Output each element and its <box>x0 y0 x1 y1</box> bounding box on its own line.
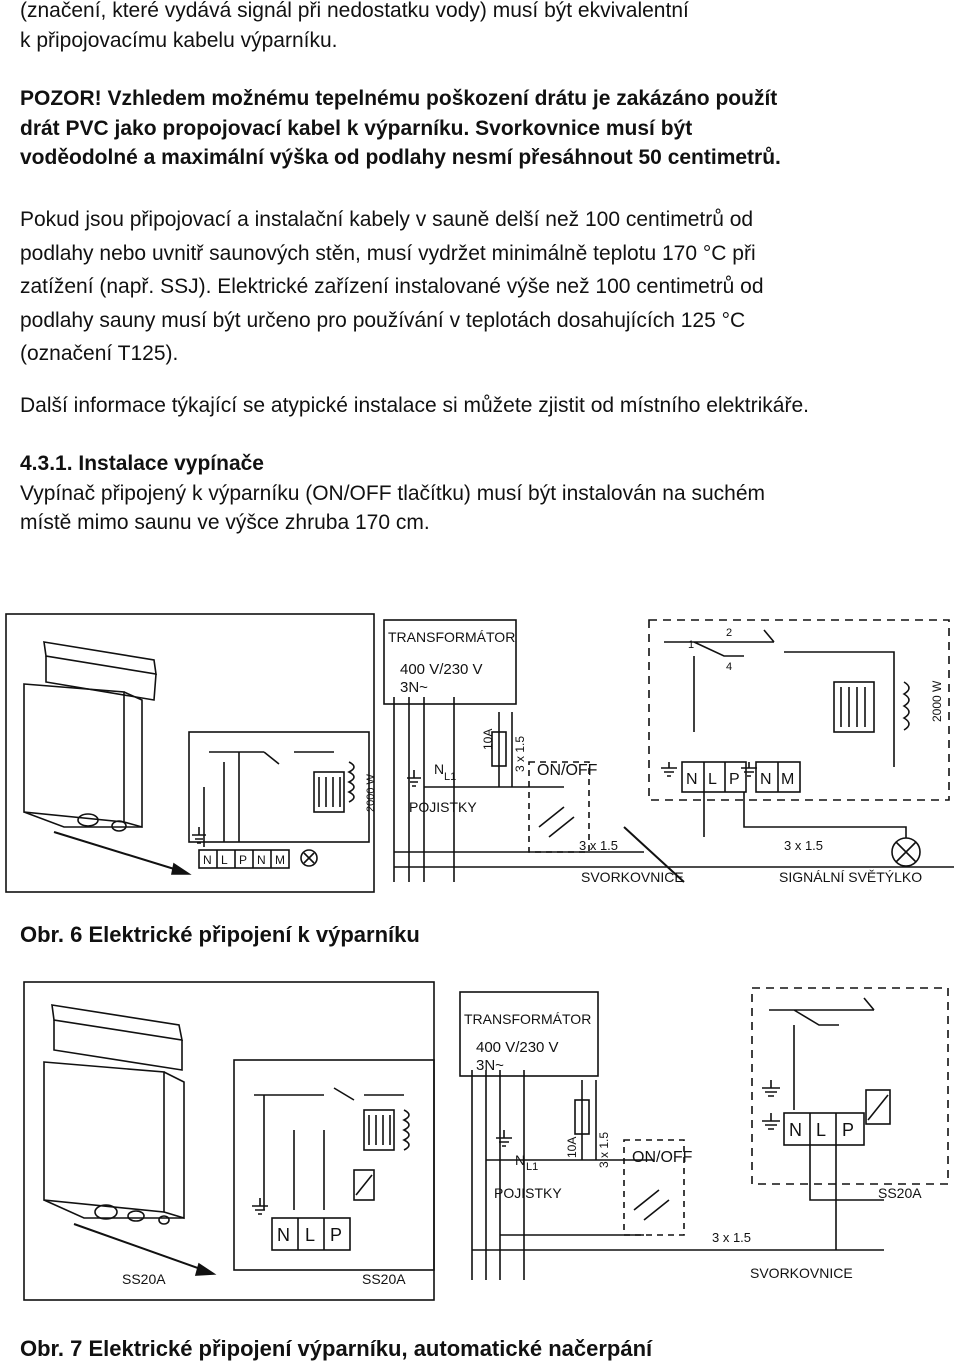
terminal-label: P <box>239 853 248 867</box>
text-line: zatížení (např. SSJ). Elektrické zařízení instalované výše než 100 centimetrů od <box>20 275 764 298</box>
text-line: k připojovacímu kabelu výparníku. <box>20 28 338 52</box>
text-line: POZOR! Vzhledem možnému tepelnému poškození drátu je zakázáno použít <box>20 87 778 110</box>
terminal-label: L <box>305 1225 316 1245</box>
text-line: Vypínač připojený k výparníku (ON/OFF tlačítku) musí být instalován na suchém <box>20 481 766 505</box>
figure-6-caption: Obr. 6 Elektrické připojení k výparníku <box>20 922 420 947</box>
steamer-knob <box>95 1205 117 1219</box>
text-line: voděodolné a maximální výška od podlahy nesmí přesáhnout 50 centimetrů. <box>20 146 781 169</box>
wiring-diagram-svg <box>4 980 956 1305</box>
text-line: (označení T125). <box>20 342 179 365</box>
text-line: podlahy sauny musí být určeno pro používání v teplotách dosahujících 125 °C <box>20 308 746 332</box>
wiring-diagram-svg <box>4 612 956 894</box>
label-cable: 3 x 1.5 <box>597 1131 611 1168</box>
terminal-label: N <box>277 1225 290 1245</box>
label-phase: 3N~ <box>400 679 428 696</box>
label-l1: L1 <box>444 771 457 783</box>
label-power-large: 2000 W <box>930 680 944 722</box>
label-onoff: ON/OFF <box>632 1149 693 1166</box>
terminal-label: N <box>789 1120 802 1140</box>
label-num4: 4 <box>726 661 733 673</box>
label-transformer: TRANSFORMÁTOR <box>464 1011 592 1027</box>
paragraph-evaporator-cable <box>20 0 955 55</box>
warning-paragraph <box>20 84 955 173</box>
text-line: podlahy nebo uvnitř saunových stěn, musí vydržet minimálně teplotu 170 °C při <box>20 241 756 265</box>
figure-7-caption: Obr. 7 Elektrické připojení výparníku, automatické načerpání <box>20 1336 653 1361</box>
label-ss20a-left: SS20A <box>122 1271 166 1287</box>
label-onoff: ON/OFF <box>537 762 598 779</box>
label-fuse-rating: 10A <box>565 1136 579 1158</box>
label-fuses: POJISTKY <box>409 799 477 815</box>
label-ss20a-mid: SS20A <box>362 1271 406 1287</box>
steamer-body <box>24 684 124 822</box>
steamer-vent-top <box>52 1005 182 1040</box>
terminal-label: N <box>257 853 266 867</box>
steamer-body <box>44 1062 164 1212</box>
text-line: Další informace týkající se atypické instalace si můžete zjistit od místního elektrikáře. <box>20 394 809 417</box>
figure-7-wiring-diagram <box>4 980 956 1305</box>
label-terminal: SVORKOVNICE <box>750 1265 853 1281</box>
label-num2: 2 <box>726 627 733 639</box>
terminal-label: L <box>816 1120 827 1140</box>
label-terminal: SVORKOVNICE <box>581 869 684 885</box>
terminal-label: L <box>221 853 228 867</box>
terminal-label: N <box>686 771 698 788</box>
section-heading: 4.3.1. Instalace vypínače <box>20 452 264 475</box>
paragraph-further-info <box>20 391 955 421</box>
terminal-label: P <box>330 1225 343 1245</box>
paragraph-cable-temperature <box>20 203 955 371</box>
terminal-label: M <box>781 771 795 788</box>
terminal-label: L <box>708 771 717 788</box>
steamer-knob <box>78 814 98 826</box>
steamer-vent-face <box>46 656 156 700</box>
label-num1: 1 <box>688 639 695 651</box>
text-line: místě mimo saunu ve výšce zhruba 170 cm. <box>20 511 430 534</box>
label-phase: 3N~ <box>476 1057 504 1074</box>
terminal-label: M <box>275 853 285 867</box>
label-voltage: 400 V/230 V <box>476 1039 559 1056</box>
text-line: (značení, které vydává signál při nedostatku vody) musí být ekvivalentní <box>20 0 689 22</box>
terminal-label: P <box>729 771 740 788</box>
label-ss20a-right: SS20A <box>878 1185 922 1201</box>
label-fuse-rating: 10A <box>481 728 495 750</box>
label-power-small: 2000 W <box>365 774 377 812</box>
text-line: Pokud jsou připojovací a instalační kabely v sauně delší než 100 centimetrů od <box>20 208 754 231</box>
label-l1: L1 <box>526 1161 539 1173</box>
label-cable: 3 x 1.5 <box>513 735 527 772</box>
label-cable-bottom: 3 x 1.5 <box>712 1230 752 1245</box>
text-line: drát PVC jako propojovací kabel k výparníku. Svorkovnice musí být <box>20 116 693 140</box>
label-cable-bottom: 3 x 1.5 <box>579 838 619 853</box>
label-signal-light: SIGNÁLNÍ SVĚTÝLKO <box>779 869 923 885</box>
terminal-label: P <box>842 1120 855 1140</box>
terminal-label: N <box>760 771 772 788</box>
label-transformer: TRANSFORMÁTOR <box>388 629 516 645</box>
label-fuses: POJISTKY <box>494 1185 562 1201</box>
label-cable-right: 3 x 1.5 <box>784 838 824 853</box>
terminal-label: N <box>203 853 212 867</box>
steamer-vent-top <box>44 642 156 674</box>
label-voltage: 400 V/230 V <box>400 661 483 678</box>
label-n: N <box>434 761 445 777</box>
label-n: N <box>515 1152 526 1168</box>
figure-6-wiring-diagram <box>4 612 956 894</box>
section-switch-install <box>20 449 955 538</box>
